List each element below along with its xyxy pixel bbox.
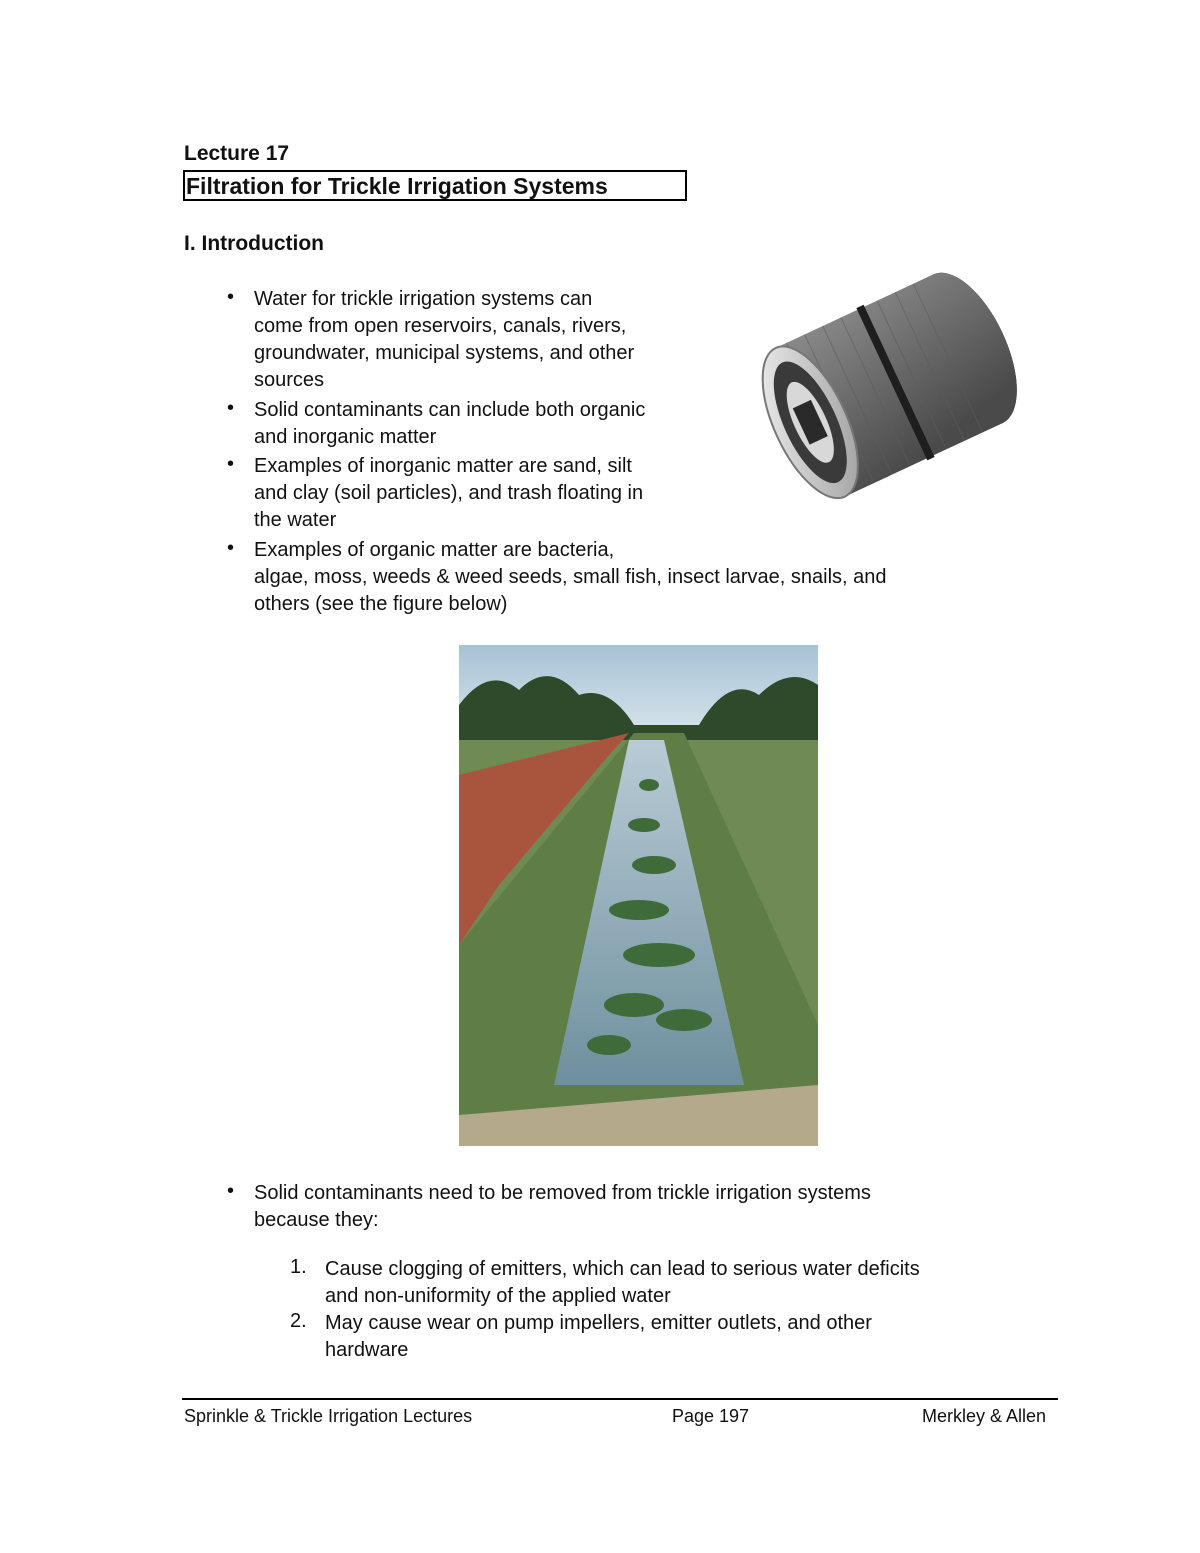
bullet-4-line-2: algae, moss, weeds & weed seeds, small fish, insect larvae, snails, and (254, 566, 887, 588)
footer-right: Merkley & Allen (922, 1406, 1047, 1426)
footer-rule (182, 1398, 1058, 1400)
bullet-marker: • (227, 397, 235, 419)
bullet-1-line-2: come from open reservoirs, canals, rivers, (254, 315, 627, 337)
bullet-1-line-1: Water for trickle irrigation systems can (254, 288, 593, 310)
bullet-3-line-1: Examples of inorganic matter are sand, silt (254, 455, 632, 477)
bullet-marker: • (227, 453, 235, 475)
bullet-3-line-3: the water (254, 509, 337, 531)
bullet-5-line-1: Solid contaminants need to be removed from trickle irrigation systems (254, 1182, 871, 1204)
bullet-4-line-1: Examples of organic matter are bacteria, (254, 539, 615, 561)
numbered-1-line-1: Cause clogging of emitters, which can lead to serious water deficits (325, 1258, 920, 1280)
footer-left: Sprinkle & Trickle Irrigation Lectures (184, 1406, 473, 1426)
lecture-number: Lecture 17 (184, 142, 290, 165)
section-heading: I. Introduction (184, 232, 324, 255)
numbered-2-line-2: hardware (325, 1339, 409, 1361)
numbered-1-line-2: and non-uniformity of the applied water (325, 1285, 671, 1307)
list-number: 1. (290, 1256, 307, 1278)
list-number: 2. (290, 1310, 307, 1332)
bullet-marker: • (227, 286, 235, 308)
bullet-1-line-3: groundwater, municipal systems, and other (254, 342, 635, 364)
numbered-2-line-1: May cause wear on pump impellers, emitter outlets, and other (325, 1312, 872, 1334)
bullet-5-line-2: because they: (254, 1209, 379, 1231)
bullet-2-line-2: and inorganic matter (254, 426, 437, 448)
bullet-3-line-2: and clay (soil particles), and trash floating in (254, 482, 644, 504)
footer-page-number: Page 197 (672, 1406, 750, 1426)
disc-filter-image (750, 262, 1050, 532)
bullet-2-line-1: Solid contaminants can include both organic (254, 399, 646, 421)
bullet-marker: • (227, 537, 235, 559)
bullet-marker: • (227, 1180, 235, 1202)
page-title: Filtration for Trickle Irrigation Systems (186, 173, 608, 199)
bullet-1-line-4: sources (254, 369, 325, 391)
canal-photo (459, 645, 818, 1146)
bullet-4-line-3: others (see the figure below) (254, 593, 508, 615)
